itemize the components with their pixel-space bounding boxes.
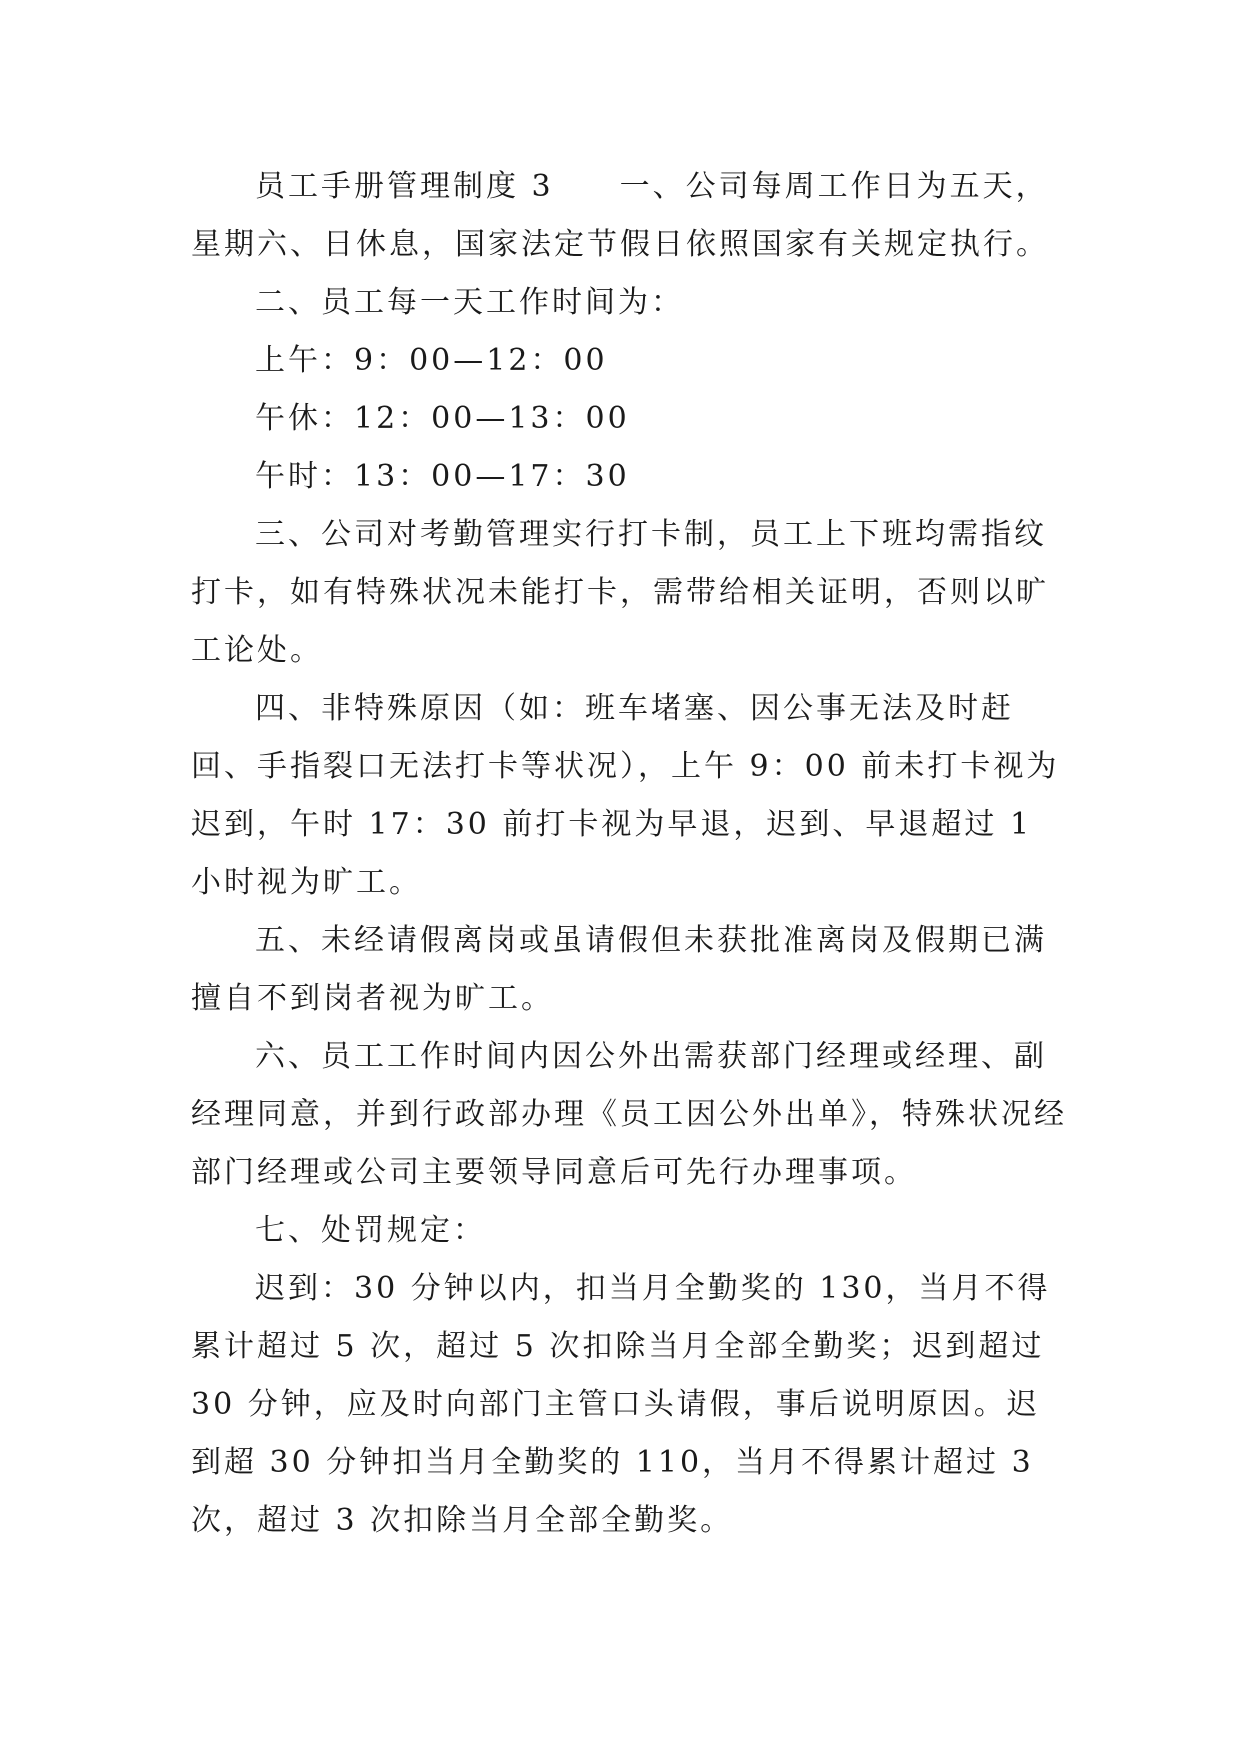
paragraph-business-trip-rule: 六、员工工作时间内因公外出需获部门经理或经理、副经理同意，并到行政部办理《员工因公外出单》，特殊状况经部门经理或公司主要领导同意后可先行办理事项。	[191, 1039, 1067, 1190]
document-body	[191, 158, 1071, 1550]
paragraph-afternoon-hours: 午时：13：00—17：30	[255, 459, 630, 494]
paragraph-clock-in-rule: 三、公司对考勤管理实行打卡制，员工上下班均需指纹打卡，如有特殊状况未能打卡，需带给相关证明，否则以旷工论处。	[191, 517, 1049, 668]
paragraph-title-and-workdays: 员工手册管理制度 3 一、公司每周工作日为五天，星期六、日休息，国家法定节假日依照国家有关规定执行。	[191, 169, 1049, 262]
paragraph-lunch-break: 午休：12：00—13：00	[255, 401, 630, 436]
paragraph-late-early-rule: 四、非特殊原因（如：班车堵塞、因公事无法及时赶回、手指裂口无法打卡等状况），上午 9：00 前未打卡视为迟到，午时 17：30 前打卡视为早退，迟到、早退超过 1 小时视为旷工。	[191, 691, 1060, 900]
paragraph-work-hours-heading: 二、员工每一天工作时间为：	[255, 285, 684, 320]
paragraph-penalty-heading: 七、处罚规定：	[255, 1213, 486, 1248]
paragraph-lateness-penalty: 迟到：30 分钟以内，扣当月全勤奖的 130，当月不得累计超过 5 次，超过 5 次扣除当月全部全勤奖；迟到超过 30 分钟，应及时向部门主管口头请假，事后说明原因。迟到超 30 分钟扣当月全勤奖的 110，当月不得累计超过 3 次，超过 3 次扣除当月全部全勤奖。	[191, 1271, 1057, 1538]
paragraph-absence-rule: 五、未经请假离岗或虽请假但未获批准离岗及假期已满擅自不到岗者视为旷工。	[191, 923, 1047, 1016]
paragraph-morning-hours: 上午：9：00—12：00	[255, 343, 608, 378]
